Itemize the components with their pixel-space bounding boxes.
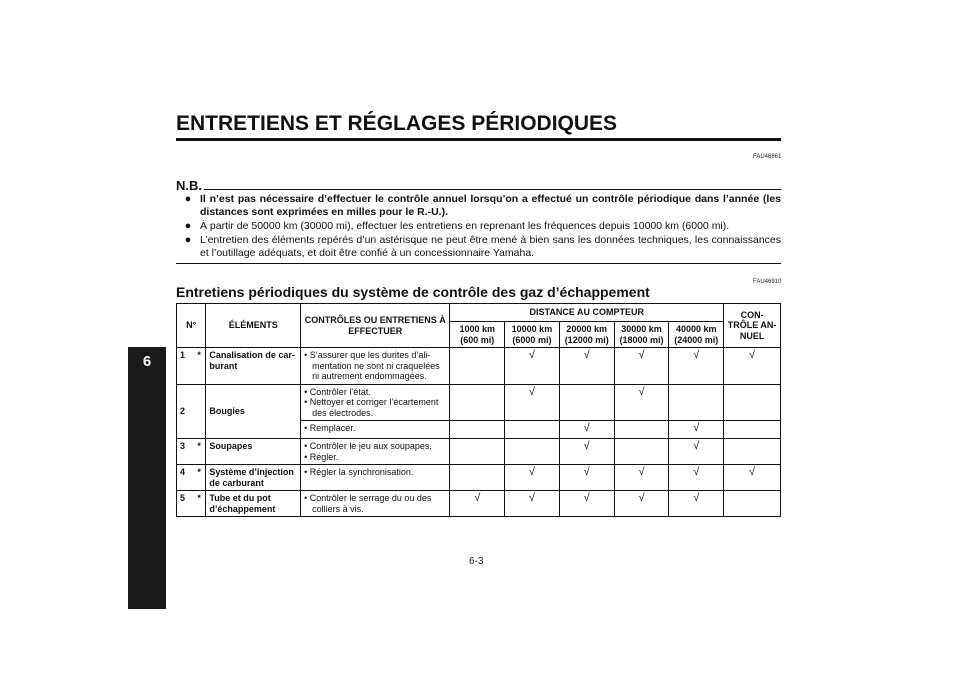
section-code: FAU46910 (753, 279, 782, 285)
star-cell (194, 384, 205, 439)
page-number: 6-3 (469, 556, 484, 567)
header-num: N° (177, 304, 206, 348)
header-distance-4: 30000 km (18000 mi) (614, 322, 669, 348)
empty-cell (614, 439, 669, 465)
empty-cell (724, 384, 781, 421)
note-item: ● L’entretien des éléments repérés d’un astérisque ne peut être mené à bien sans les données techniques, les connaissances et l’outillage adéquats, et doit être confié à un concessionnaire Yamaha. (176, 234, 781, 260)
element-cell: Tube et du pot d’échappement (206, 491, 301, 517)
table-row (177, 465, 781, 491)
check-mark-cell: √ (614, 465, 669, 491)
check-mark-cell: √ (559, 439, 614, 465)
empty-cell (724, 421, 781, 439)
check-mark-cell: √ (505, 465, 560, 491)
check-mark-cell: √ (614, 491, 669, 517)
num-cell: 2 (177, 384, 195, 439)
actions-cell (301, 465, 450, 491)
note-item: ● Il n’est pas nécessaire d’effectuer le contrôle annuel lorsqu’on a effectué un contrôle périodique dans l’année (les distances sont exprimées en milles pour le R.-U.). (176, 193, 781, 219)
action-item: • Contrôler l’état. (304, 387, 446, 398)
header-distance-2: 10000 km (6000 mi) (505, 322, 560, 348)
header-distance: DISTANCE AU COMPTEUR (450, 304, 724, 322)
check-mark-cell: √ (559, 491, 614, 517)
actions-cell (301, 491, 450, 517)
table-row (177, 348, 781, 385)
num-cell: 3 (177, 439, 195, 465)
check-mark-cell: √ (614, 348, 669, 385)
check-mark-cell: √ (559, 348, 614, 385)
empty-cell (505, 421, 560, 439)
note-item: ● À partir de 50000 km (30000 mi), effectuer les entretiens en reprenant les fréquences depuis 10000 km (6000 mi). (176, 220, 781, 233)
maintenance-table (176, 303, 781, 517)
action-item: • Contrôler le jeu aux soupapes. (304, 441, 446, 452)
header-distance-5: 40000 km (24000 mi) (669, 322, 724, 348)
note-code: FAU46861 (753, 154, 782, 160)
check-mark-cell: √ (450, 491, 505, 517)
check-mark-cell: √ (505, 384, 560, 421)
check-mark-cell: √ (724, 348, 781, 385)
check-mark-cell: √ (559, 421, 614, 439)
table-row (177, 439, 781, 465)
table-row (177, 384, 781, 421)
header-elements: ÉLÉMENTS (206, 304, 301, 348)
check-mark-cell: √ (505, 491, 560, 517)
page-title: ENTRETIENS ET RÉGLAGES PÉRIODIQUES (176, 112, 618, 135)
empty-cell (450, 465, 505, 491)
empty-cell (559, 384, 614, 421)
note-end-rule (176, 263, 781, 264)
empty-cell (450, 421, 505, 439)
element-cell: Soupapes (206, 439, 301, 465)
check-mark-cell: √ (559, 465, 614, 491)
empty-cell (669, 384, 724, 421)
num-cell: 1 (177, 348, 195, 385)
empty-cell (450, 384, 505, 421)
note-label: N.B. (176, 178, 202, 193)
action-item: • S’assurer que les durites d’ali-mentation ne sont ni craquelées ni autrement endommagées. (304, 350, 446, 382)
table-row (177, 491, 781, 517)
star-cell: * (194, 491, 205, 517)
empty-cell (450, 348, 505, 385)
header-actions: CONTRÔLES OU ENTRETIENS À EFFECTUER (301, 304, 450, 348)
empty-cell (724, 491, 781, 517)
action-item: • Remplacer. (304, 423, 446, 434)
actions-cell (301, 384, 450, 421)
empty-cell (450, 439, 505, 465)
star-cell: * (194, 439, 205, 465)
star-cell: * (194, 465, 205, 491)
note-rule (204, 189, 781, 190)
check-mark-cell: √ (669, 439, 724, 465)
action-item: • Contrôler le serrage du ou des colliers à vis. (304, 493, 446, 514)
check-mark-cell: √ (669, 348, 724, 385)
check-mark-cell: √ (724, 465, 781, 491)
actions-cell (301, 439, 450, 465)
star-cell: * (194, 348, 205, 385)
empty-cell (614, 421, 669, 439)
actions-cell (301, 348, 450, 385)
bullet-icon: ● (184, 220, 192, 232)
element-cell: Canalisation de car-burant (206, 348, 301, 385)
header-distance-1: 1000 km (600 mi) (450, 322, 505, 348)
num-cell: 5 (177, 491, 195, 517)
bullet-icon: ● (184, 234, 192, 246)
section-heading: Entretiens périodiques du système de contrôle des gaz d’échappement (176, 284, 650, 300)
action-item: • Régler. (304, 452, 446, 463)
header-distance-3: 20000 km (12000 mi) (559, 322, 614, 348)
title-rule (176, 138, 781, 141)
num-cell: 4 (177, 465, 195, 491)
chapter-tab: 6 (128, 347, 166, 609)
empty-cell (724, 439, 781, 465)
check-mark-cell: √ (505, 348, 560, 385)
element-cell: Système d’injection de carburant (206, 465, 301, 491)
actions-cell (301, 421, 450, 439)
action-item: • Nettoyer et corriger l’écartement des électrodes. (304, 397, 446, 418)
bullet-icon: ● (184, 193, 192, 205)
action-item: • Régler la synchronisation. (304, 467, 446, 478)
check-mark-cell: √ (669, 421, 724, 439)
check-mark-cell: √ (669, 491, 724, 517)
header-annual: CON-TRÔLE AN-NUEL (724, 304, 781, 348)
check-mark-cell: √ (669, 465, 724, 491)
check-mark-cell: √ (614, 384, 669, 421)
note-list (176, 193, 781, 261)
element-cell: Bougies (206, 384, 301, 439)
empty-cell (505, 439, 560, 465)
